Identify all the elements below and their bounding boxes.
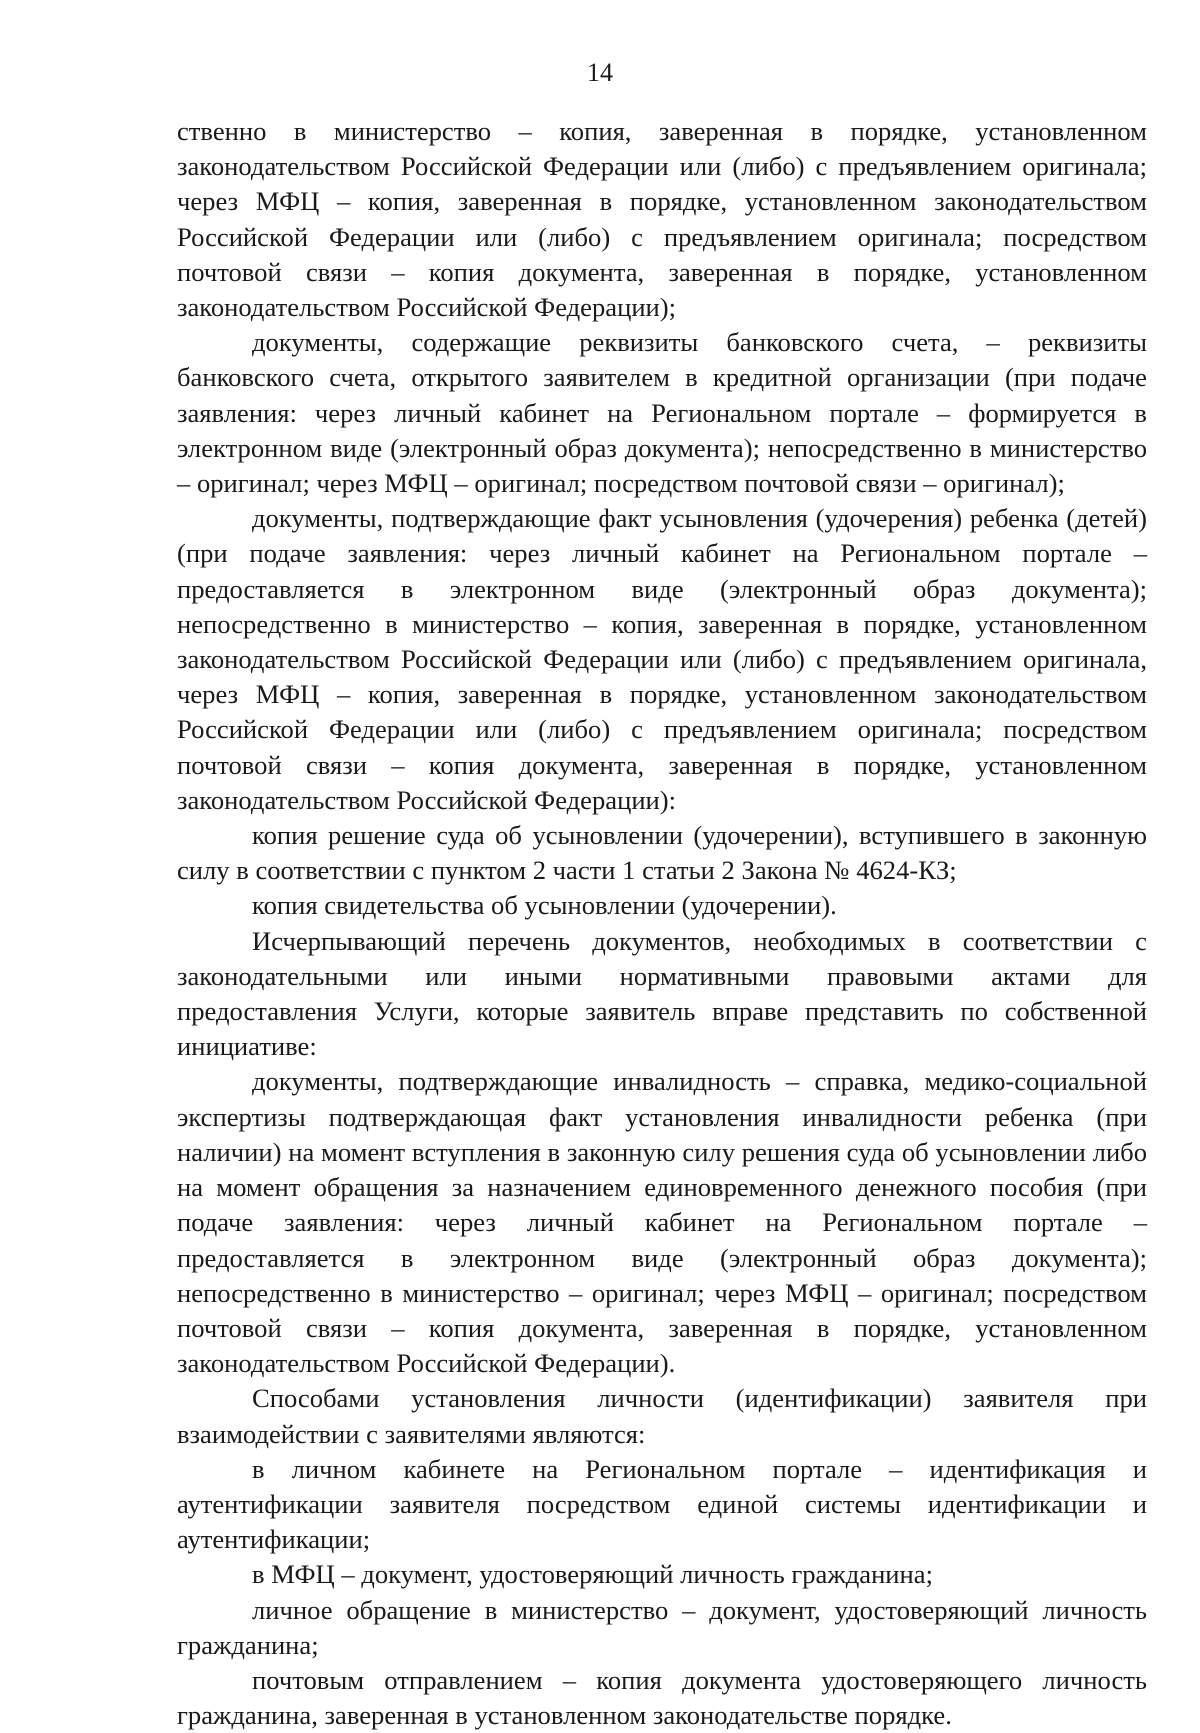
paragraph-6: Исчерпывающий перечень документов, необходимых в соответствии с законодательными или иными нормативными правовыми актами для предоставления Услуги, которые заявитель вправе представить по собственной инициативе: [177,925,1147,1062]
paragraph-9: в личном кабинете на Региональном портале – идентификация и аутентификации заявителя посредством единой системы идентификации и аутентификации; [177,1453,1147,1555]
paragraph-10: в МФЦ – документ, удостоверяющий личность гражданина; [252,1559,933,1590]
page-number: 14 [587,58,613,87]
paragraph-5: копия свидетельства об усыновлении (удочерении). [252,890,837,921]
paragraph-4: копия решение суда об усыновлении (удочерении), вступившего в законную силу в соответствии с пунктом 2 части 1 статьи 2 Закона № 4624-КЗ; [177,820,1147,886]
document-body [177,114,1147,1733]
paragraph-8: Способами установления личности (идентификации) заявителя при взаимодействии с заявителями являются: [177,1383,1147,1449]
paragraph-12: почтовым отправлением – копия документа удостоверяющего личность гражданина, заверенная в установленном законодательстве порядке. [177,1664,1147,1731]
paragraph-7: документы, подтверждающие инвалидность – справка, медико-социальной экспертизы подтверждающая факт установления инвалидности ребенка (при наличии) на момент вступления в законную силу решения суда об усыновлении либо на момент обращения за назначением единовременного денежного пособия (при подаче заявления: через личный кабинет на Региональном портале – предоставляется в электронном виде (электронный образ документа); непосредственно в министерство – оригинал; через МФЦ – оригинал; посредством почтовой связи – копия документа, заверенная в порядке, установленном законодательством Российской Федерации). [177,1066,1147,1379]
paragraph-1: ственно в министерство – копия, заверенная в порядке, установленном законодательством Российской Федерации или (либо) с предъявлением оригинала; через МФЦ – копия, заверенная в порядке, установленном законодательством Российской Федерации или (либо) с предъявлением оригинала; посредством почтовой связи – копия документа, заверенная в порядке, установленном законодательством Российской Федерации); [177,116,1147,323]
paragraph-2: документы, содержащие реквизиты банковского счета, – реквизиты банковского счета, открытого заявителем в кредитной организации (при подаче заявления: через личный кабинет на Региональном портале – формируется в электронном виде (электронный образ документа); непосредственно в министерство – оригинал; через МФЦ – оригинал; посредством почтовой связи – оригинал); [177,327,1147,499]
paragraph-3: документы, подтверждающие факт усыновления (удочерения) ребенка (детей) (при подаче заявления: через личный кабинет на Региональном портале – предоставляется в электронном виде (электронный образ документа); непосредственно в министерство – копия, заверенная в порядке, установленном законодательством Российской Федерации или (либо) с предъявлением оригинала, через МФЦ – копия, заверенная в порядке, установленном законодательством Российской Федерации или (либо) с предъявлением оригинала; посредством почтовой связи – копия документа, заверенная в порядке, установленном законодательством Российской Федерации): [177,503,1147,815]
paragraph-11: личное обращение в министерство – документ, удостоверяющий личность гражданина; [177,1594,1147,1660]
